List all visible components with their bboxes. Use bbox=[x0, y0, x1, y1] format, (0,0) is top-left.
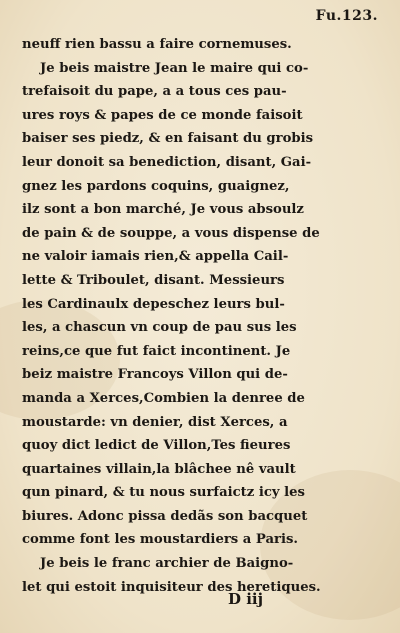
text-line: ne valoir iamais rien,& appella Cail- bbox=[22, 249, 289, 265]
text-line: quartaines villain,la blâchee nê vault bbox=[22, 461, 296, 477]
text-line: trefaisoit du pape, a a tous ces pau- bbox=[22, 84, 287, 100]
text-line: Je beis le franc archier de Baigno- bbox=[40, 556, 294, 572]
text-line: les, a chascun vn coup de pau sus les bbox=[22, 320, 297, 336]
text-line: let qui estoit inquisiteur des heretiques. bbox=[22, 579, 321, 595]
text-line: moustarde: vn denier, dist Xerces, a bbox=[22, 414, 288, 430]
text-line: reins,ce que fut faict incontinent. Je bbox=[22, 343, 291, 359]
signature-mark: D iij bbox=[228, 590, 264, 608]
text-line: neuff rien bassu a faire cornemuses. bbox=[22, 37, 292, 52]
folio-number: Fu.123. bbox=[315, 8, 378, 24]
text-line: qun pinard, & tu nous surfaictz icy les bbox=[22, 485, 305, 501]
text-block bbox=[22, 33, 386, 599]
text-line: manda a Xerces,Combien la denree de bbox=[22, 390, 305, 406]
text-line: comme font les moustardiers a Paris. bbox=[22, 532, 299, 548]
text-line: baiser ses piedz, & en faisant du grobis bbox=[22, 131, 314, 147]
text-line: ures roys & papes de ce monde faisoit bbox=[22, 107, 303, 123]
text-line: les Cardinaulx depeschez leurs bul- bbox=[22, 296, 285, 312]
text-line: quoy dict ledict de Villon,Tes fieures bbox=[22, 438, 291, 454]
text-line: beiz maistre Francoys Villon qui de- bbox=[22, 367, 288, 383]
text-line: biures. Adonc pissa dedãs son bacquet bbox=[22, 508, 308, 524]
text-line: ilz sont a bon marché, Je vous absoulz bbox=[22, 202, 304, 218]
text-line: Je beis maistre Jean le maire qui co- bbox=[40, 60, 309, 76]
text-line: de pain & de souppe, a vous dispense de bbox=[22, 225, 320, 241]
text-line: gnez les pardons coquins, guaignez, bbox=[22, 178, 290, 194]
text-line: leur donoit sa benediction, disant, Gai- bbox=[22, 154, 312, 170]
text-line: lette & Triboulet, disant. Messieurs bbox=[22, 272, 285, 288]
